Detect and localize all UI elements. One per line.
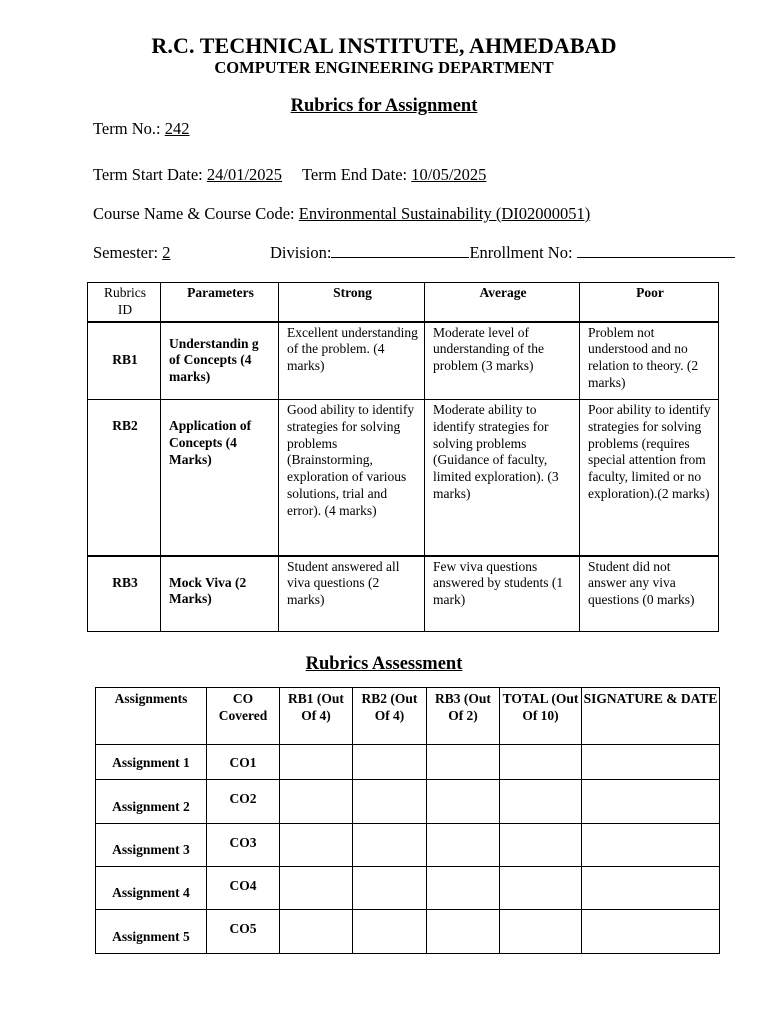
course-label: Course Name & Course Code: — [93, 204, 299, 223]
rb1-score-cell[interactable] — [280, 824, 353, 867]
signature-cell[interactable] — [582, 867, 720, 910]
term-start-label: Term Start Date: — [93, 165, 207, 184]
signature-cell[interactable] — [582, 780, 720, 824]
rubric-row-rb2 — [88, 400, 719, 556]
rubric-average: Moderate level of understanding of the problem (3 marks) — [425, 322, 580, 400]
division-line — [270, 243, 735, 263]
term-no-label: Term No.: — [93, 119, 165, 138]
total-score-cell[interactable] — [500, 824, 582, 867]
term-end-label: Term End Date: — [301, 165, 412, 184]
rubric-id: RB1 — [88, 322, 161, 400]
signature-cell[interactable] — [582, 910, 720, 954]
co-covered: CO1 — [207, 745, 280, 780]
rubric-poor: Problem not understood and no relation to theory. (2 marks) — [580, 322, 719, 400]
total-score-cell[interactable] — [500, 780, 582, 824]
co-covered: CO2 — [207, 780, 280, 824]
rubric-parameter: Mock Viva (2 Marks) — [161, 556, 279, 632]
course-line — [93, 204, 590, 224]
rubrics-header-row — [88, 283, 719, 322]
rubric-strong: Excellent understanding of the problem. (4 marks) — [279, 322, 425, 400]
rb3-score-cell[interactable] — [427, 780, 500, 824]
semester-line — [93, 243, 170, 263]
semester-label: Semester: — [93, 243, 163, 262]
table-row — [96, 745, 720, 780]
total-score-cell[interactable] — [500, 745, 582, 780]
signature-cell[interactable] — [582, 824, 720, 867]
total-score-cell[interactable] — [500, 867, 582, 910]
rb1-score-cell[interactable] — [280, 867, 353, 910]
rubric-row-rb3 — [88, 556, 719, 632]
co-covered: CO4 — [207, 867, 280, 910]
course-value: Environmental Sustainability (DI02000051) — [298, 204, 591, 223]
rubric-strong: Good ability to identify strategies for solving problems (Brainstorming, exploration of various solutions, trial and error). (4 marks) — [279, 400, 425, 556]
rb1-score-cell[interactable] — [280, 745, 353, 780]
rubric-average: Moderate ability to identify strategies for solving problems (Guidance of faculty, limited exploration). (3 marks) — [425, 400, 580, 556]
division-blank[interactable] — [331, 243, 469, 258]
header-rb2: RB2 (Out Of 4) — [353, 688, 427, 745]
assignment-name: Assignment 4 — [96, 867, 207, 910]
term-start-value: 24/01/2025 — [206, 165, 283, 184]
header-rubrics-id: Rubrics ID — [88, 283, 161, 322]
rb3-score-cell[interactable] — [427, 745, 500, 780]
co-covered: CO3 — [207, 824, 280, 867]
header-rb1: RB1 (Out Of 4) — [280, 688, 353, 745]
assessment-title: Rubrics Assessment — [305, 654, 463, 674]
rubric-average: Few viva questions answered by students (1 mark) — [425, 556, 580, 632]
co-covered: CO5 — [207, 910, 280, 954]
rb2-score-cell[interactable] — [353, 745, 427, 780]
rubric-poor: Student did not answer any viva questions (0 marks) — [580, 556, 719, 632]
header-parameters: Parameters — [161, 283, 279, 322]
rubrics-table — [87, 282, 719, 632]
rb2-score-cell[interactable] — [353, 824, 427, 867]
rb3-score-cell[interactable] — [427, 910, 500, 954]
rubric-parameter: Application of Concepts (4 Marks) — [161, 400, 279, 556]
assignment-name: Assignment 3 — [96, 824, 207, 867]
table-row — [96, 867, 720, 910]
enrollment-blank[interactable] — [577, 243, 735, 258]
table-row — [96, 910, 720, 954]
rubric-row-rb1 — [88, 322, 719, 400]
header-rb3: RB3 (Out Of 2) — [427, 688, 500, 745]
header-co-covered: CO Covered — [207, 688, 280, 745]
rb2-score-cell[interactable] — [353, 910, 427, 954]
table-row — [96, 780, 720, 824]
header-assignments: Assignments — [96, 688, 207, 745]
department-name: COMPUTER ENGINEERING DEPARTMENT — [214, 58, 554, 77]
page-title: Rubrics for Assignment — [290, 96, 478, 116]
table-row — [96, 824, 720, 867]
assignment-name: Assignment 5 — [96, 910, 207, 954]
institute-name: R.C. TECHNICAL INSTITUTE, AHMEDABAD — [151, 33, 617, 58]
rb2-score-cell[interactable] — [353, 780, 427, 824]
assessment-table — [95, 687, 720, 954]
header-total: TOTAL (Out Of 10) — [500, 688, 582, 745]
assignment-name: Assignment 2 — [96, 780, 207, 824]
term-end-value: 10/05/2025 — [411, 165, 487, 184]
rubric-id: RB2 — [88, 400, 161, 556]
assessment-header-row — [96, 688, 720, 745]
header-strong: Strong — [279, 283, 425, 322]
rb3-score-cell[interactable] — [427, 867, 500, 910]
rb3-score-cell[interactable] — [427, 824, 500, 867]
rubric-strong: Student answered all viva questions (2 marks) — [279, 556, 425, 632]
semester-value: 2 — [162, 243, 171, 262]
enrollment-label: Enrollment No: — [469, 243, 577, 262]
rubric-poor: Poor ability to identify strategies for solving problems (requires special attention from faculty, limited or no exploration).(2 marks) — [580, 400, 719, 556]
header-signature-date: SIGNATURE & DATE — [582, 688, 720, 745]
rubric-id: RB3 — [88, 556, 161, 632]
header-poor: Poor — [580, 283, 719, 322]
rb1-score-cell[interactable] — [280, 780, 353, 824]
header-average: Average — [425, 283, 580, 322]
rb1-score-cell[interactable] — [280, 910, 353, 954]
term-no-value: 242 — [164, 119, 190, 138]
signature-cell[interactable] — [582, 745, 720, 780]
division-label: Division: — [270, 243, 332, 262]
rb2-score-cell[interactable] — [353, 867, 427, 910]
term-dates-line — [93, 165, 486, 185]
rubric-parameter: Understandin g of Concepts (4 marks) — [161, 322, 279, 400]
assignment-name: Assignment 1 — [96, 745, 207, 780]
term-no-line — [93, 119, 189, 139]
total-score-cell[interactable] — [500, 910, 582, 954]
